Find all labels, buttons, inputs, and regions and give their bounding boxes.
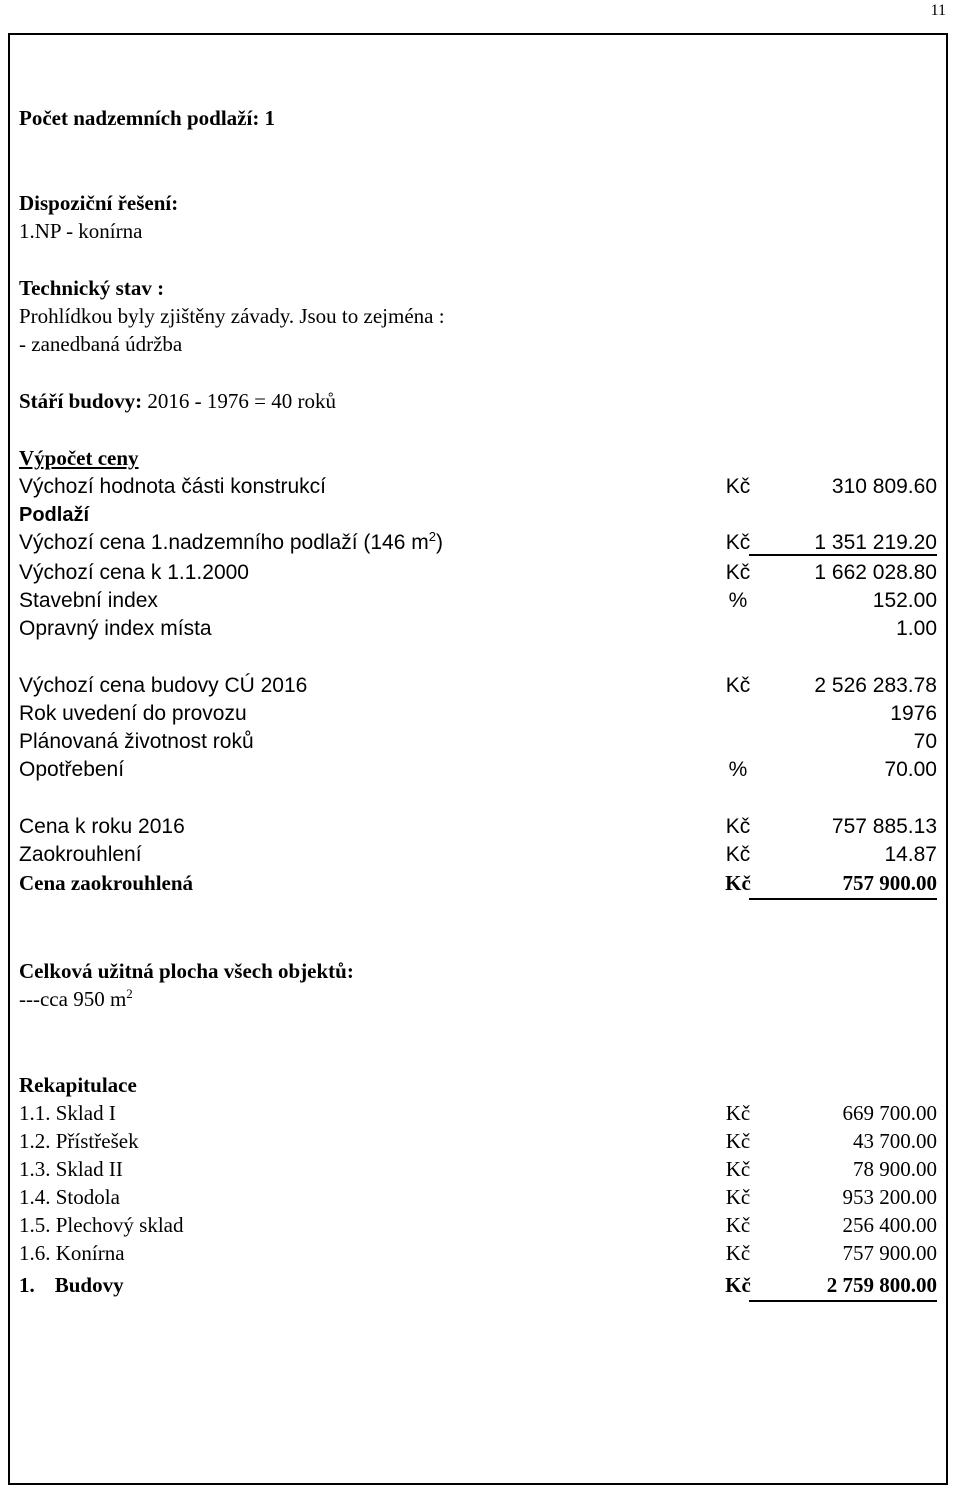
recap-item: [19, 1156, 937, 1182]
row-unit: %: [728, 758, 748, 781]
recap-item: [19, 1184, 937, 1210]
row-value: 757 900.00: [842, 1241, 937, 1265]
row-label: [19, 1272, 124, 1298]
floors-count: Počet nadzemních podlaží: 1: [19, 106, 276, 130]
row-label-text: Výchozí cena 1.nadzemního podlaží (146 m: [19, 531, 429, 554]
total-area-title: Celková užitná plocha všech objektů:: [19, 959, 354, 983]
row-label-sup: 2: [428, 529, 436, 544]
recap-title: Rekapitulace: [19, 1073, 137, 1097]
row-label: Plánovaná životnost roků: [19, 730, 254, 753]
row-value: 757 885.13: [831, 815, 937, 838]
total-area-sup: 2: [126, 986, 133, 1001]
row-value: 78 900.00: [853, 1157, 937, 1181]
podlazi-title: Podlaží: [19, 504, 90, 526]
row-label: Výchozí cena budovy CÚ 2016: [19, 674, 308, 697]
technical-line-1: Prohlídkou byly zjištěny závady. Jsou to zejména :: [19, 304, 445, 328]
row-value: 152.00: [872, 589, 937, 612]
row-unit: Kč: [725, 531, 751, 554]
row-unit: Kč: [725, 815, 751, 838]
disposition-title: Dispoziční řešení:: [19, 191, 179, 215]
row-unit: Kč: [725, 1101, 751, 1125]
row-value: 70.00: [884, 758, 937, 781]
recap-item: [19, 1240, 937, 1266]
row-label: 1.1. Sklad I: [19, 1101, 116, 1125]
technical-title: Technický stav :: [19, 276, 165, 300]
total-area-text: ---cca 950 m: [19, 987, 127, 1011]
row-label: Cena zaokrouhlená: [19, 871, 194, 895]
building-age: [19, 388, 336, 414]
row-value: 669 700.00: [842, 1101, 937, 1125]
row-unit: Kč: [725, 843, 751, 866]
total-area-value: [19, 986, 133, 1012]
recap-item: [19, 1100, 937, 1126]
row-value: 2 759 800.00: [826, 1273, 937, 1297]
row-unit: Kč: [725, 475, 751, 498]
row-unit: Kč: [725, 1129, 751, 1153]
row-label: Opotřebení: [19, 758, 125, 781]
row-value: 1976: [890, 702, 937, 725]
calculation-title: Výpočet ceny: [19, 446, 139, 470]
row-lifetime: [19, 729, 937, 755]
technical-line-2: - zanedbaná údržba: [19, 332, 183, 356]
row-unit: Kč: [725, 1241, 751, 1265]
row-label: Výchozí cena k 1.1.2000: [19, 561, 249, 584]
row-depreciation: [19, 757, 937, 783]
row-price-2016: [19, 814, 937, 840]
row-price-2000: [19, 560, 937, 586]
row-label: Opravný index místa: [19, 617, 212, 640]
row-underline: [749, 1300, 937, 1302]
row-rounding: [19, 842, 937, 868]
disposition-text: 1.NP - konírna: [19, 219, 143, 243]
row-rounded-price: [19, 870, 937, 896]
row-value: 43 700.00: [853, 1129, 937, 1153]
row-unit: Kč: [725, 1157, 751, 1181]
row-base-value: [19, 474, 937, 500]
row-unit: Kč: [725, 871, 751, 895]
row-value: 256 400.00: [842, 1213, 937, 1237]
row-value: 1 351 219.20: [814, 531, 937, 554]
building-age-value: 2016 - 1976 = 40 roků: [142, 389, 336, 413]
row-unit: Kč: [725, 1213, 751, 1237]
row-label: [19, 530, 443, 556]
row-value: 1 662 028.80: [814, 561, 937, 584]
row-label: Rok uvedení do provozu: [19, 702, 247, 725]
row-value: 1.00: [896, 617, 937, 640]
row-unit: Kč: [725, 1185, 751, 1209]
row-underline: [749, 554, 937, 556]
row-value: 70: [913, 730, 937, 753]
row-label: 1.4. Stodola: [19, 1185, 120, 1209]
row-unit: Kč: [725, 674, 751, 697]
row-label: 1.3. Sklad II: [19, 1157, 123, 1181]
page-number: 11: [930, 2, 946, 19]
row-label: Cena k roku 2016: [19, 815, 185, 838]
row-label: Zaokrouhlení: [19, 843, 142, 866]
row-unit: %: [728, 589, 748, 612]
row-label: Stavební index: [19, 589, 158, 612]
row-unit: Kč: [725, 561, 751, 584]
row-building-index: [19, 588, 937, 614]
recap-item: [19, 1212, 937, 1238]
row-label: 1.6. Konírna: [19, 1241, 125, 1265]
recap-item: [19, 1128, 937, 1154]
building-age-label: Stáří budovy:: [19, 389, 143, 413]
row-value: 14.87: [884, 843, 937, 866]
row-value: 953 200.00: [842, 1185, 937, 1209]
row-base-price-cu: [19, 673, 937, 699]
row-floor-price: [19, 530, 937, 556]
row-value: 310 809.60: [831, 475, 937, 498]
recap-total: [19, 1272, 937, 1298]
row-commission-year: [19, 701, 937, 727]
row-value: 757 900.00: [842, 871, 937, 895]
row-label: Výchozí hodnota části konstrukcí: [19, 475, 326, 498]
recap-total-label: Budovy: [54, 1273, 124, 1297]
row-label: 1.5. Plechový sklad: [19, 1213, 184, 1237]
row-unit: Kč: [725, 1273, 751, 1297]
row-label: 1.2. Přístřešek: [19, 1129, 139, 1153]
recap-total-number: 1.: [19, 1273, 35, 1297]
row-location-index: [19, 616, 937, 642]
row-label-end: ): [435, 531, 443, 554]
row-underline: [749, 898, 937, 900]
row-value: 2 526 283.78: [814, 674, 937, 697]
